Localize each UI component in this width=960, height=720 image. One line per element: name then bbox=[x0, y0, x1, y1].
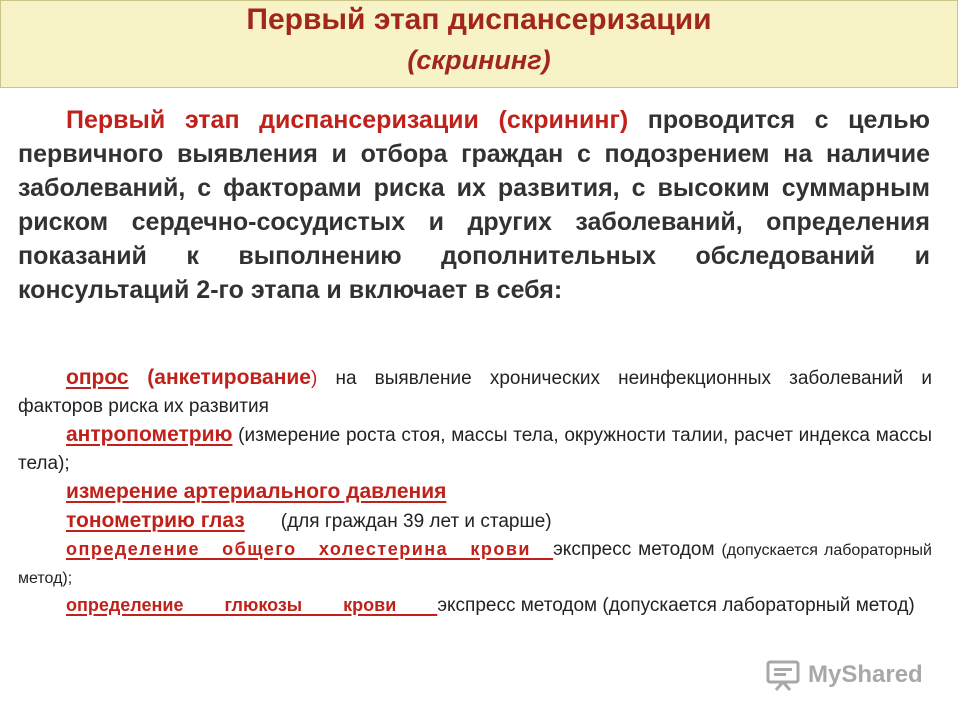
page-title: Первый этап диспансеризации bbox=[246, 3, 712, 36]
item-text-glucose: экспресс методом (допускается лабораторный метод) bbox=[437, 595, 915, 616]
item-text-survey: на выявление хронических неинфекционных заболеваний и факторов риска их развития bbox=[18, 368, 932, 417]
item-text-anthropometry: (измерение роста стоя, массы тела, окружности талии, расчет индекса массы тела); bbox=[18, 425, 932, 474]
list-item-cholesterol bbox=[18, 536, 932, 592]
item-text-tonometry: (для граждан 39 лет и старше) bbox=[280, 511, 552, 532]
item-paren-close-survey: ) bbox=[310, 368, 318, 389]
item-text-cholesterol: экспресс методом bbox=[553, 539, 722, 560]
watermark bbox=[766, 655, 923, 695]
item-label-tonometry: тонометрию глаз bbox=[66, 509, 245, 532]
intro-text: проводится с целью первичного выявления и отбора граждан с подозрением на наличие заболеваний, с факторами риска их развития, с высоким суммарным риском сердечно-сосудистых и других заболеваний, определения показаний к выполнению дополнительных обследований и консультаций 2-го этапа и включает в себя: bbox=[18, 106, 930, 304]
screening-list bbox=[18, 364, 932, 619]
watermark-text: MyShared bbox=[808, 661, 923, 688]
item-label-blood-pressure: измерение артериального давления bbox=[66, 480, 447, 503]
list-item-glucose bbox=[18, 592, 932, 619]
page-subtitle: (скрининг) bbox=[407, 45, 551, 75]
list-item-tonometry bbox=[18, 507, 932, 536]
presentation-board-icon bbox=[766, 658, 800, 692]
title-banner bbox=[0, 0, 958, 88]
intro-lead: Первый этап диспансеризации (скрининг) bbox=[66, 106, 629, 134]
item-paren-label-survey: (анкетирование bbox=[128, 366, 311, 389]
item-note-cholesterol: (допускается лабораторный метод); bbox=[18, 542, 932, 587]
item-label-survey: опрос bbox=[66, 366, 129, 389]
list-item-survey bbox=[18, 364, 932, 421]
item-label-glucose: определение глюкозы крови bbox=[66, 595, 438, 615]
intro-paragraph bbox=[18, 103, 930, 307]
item-label-cholesterol: определение общего холестерина крови bbox=[66, 539, 554, 559]
list-item-blood-pressure bbox=[18, 478, 932, 507]
item-label-anthropometry: антропометрию bbox=[66, 423, 233, 446]
list-item-anthropometry bbox=[18, 421, 932, 478]
